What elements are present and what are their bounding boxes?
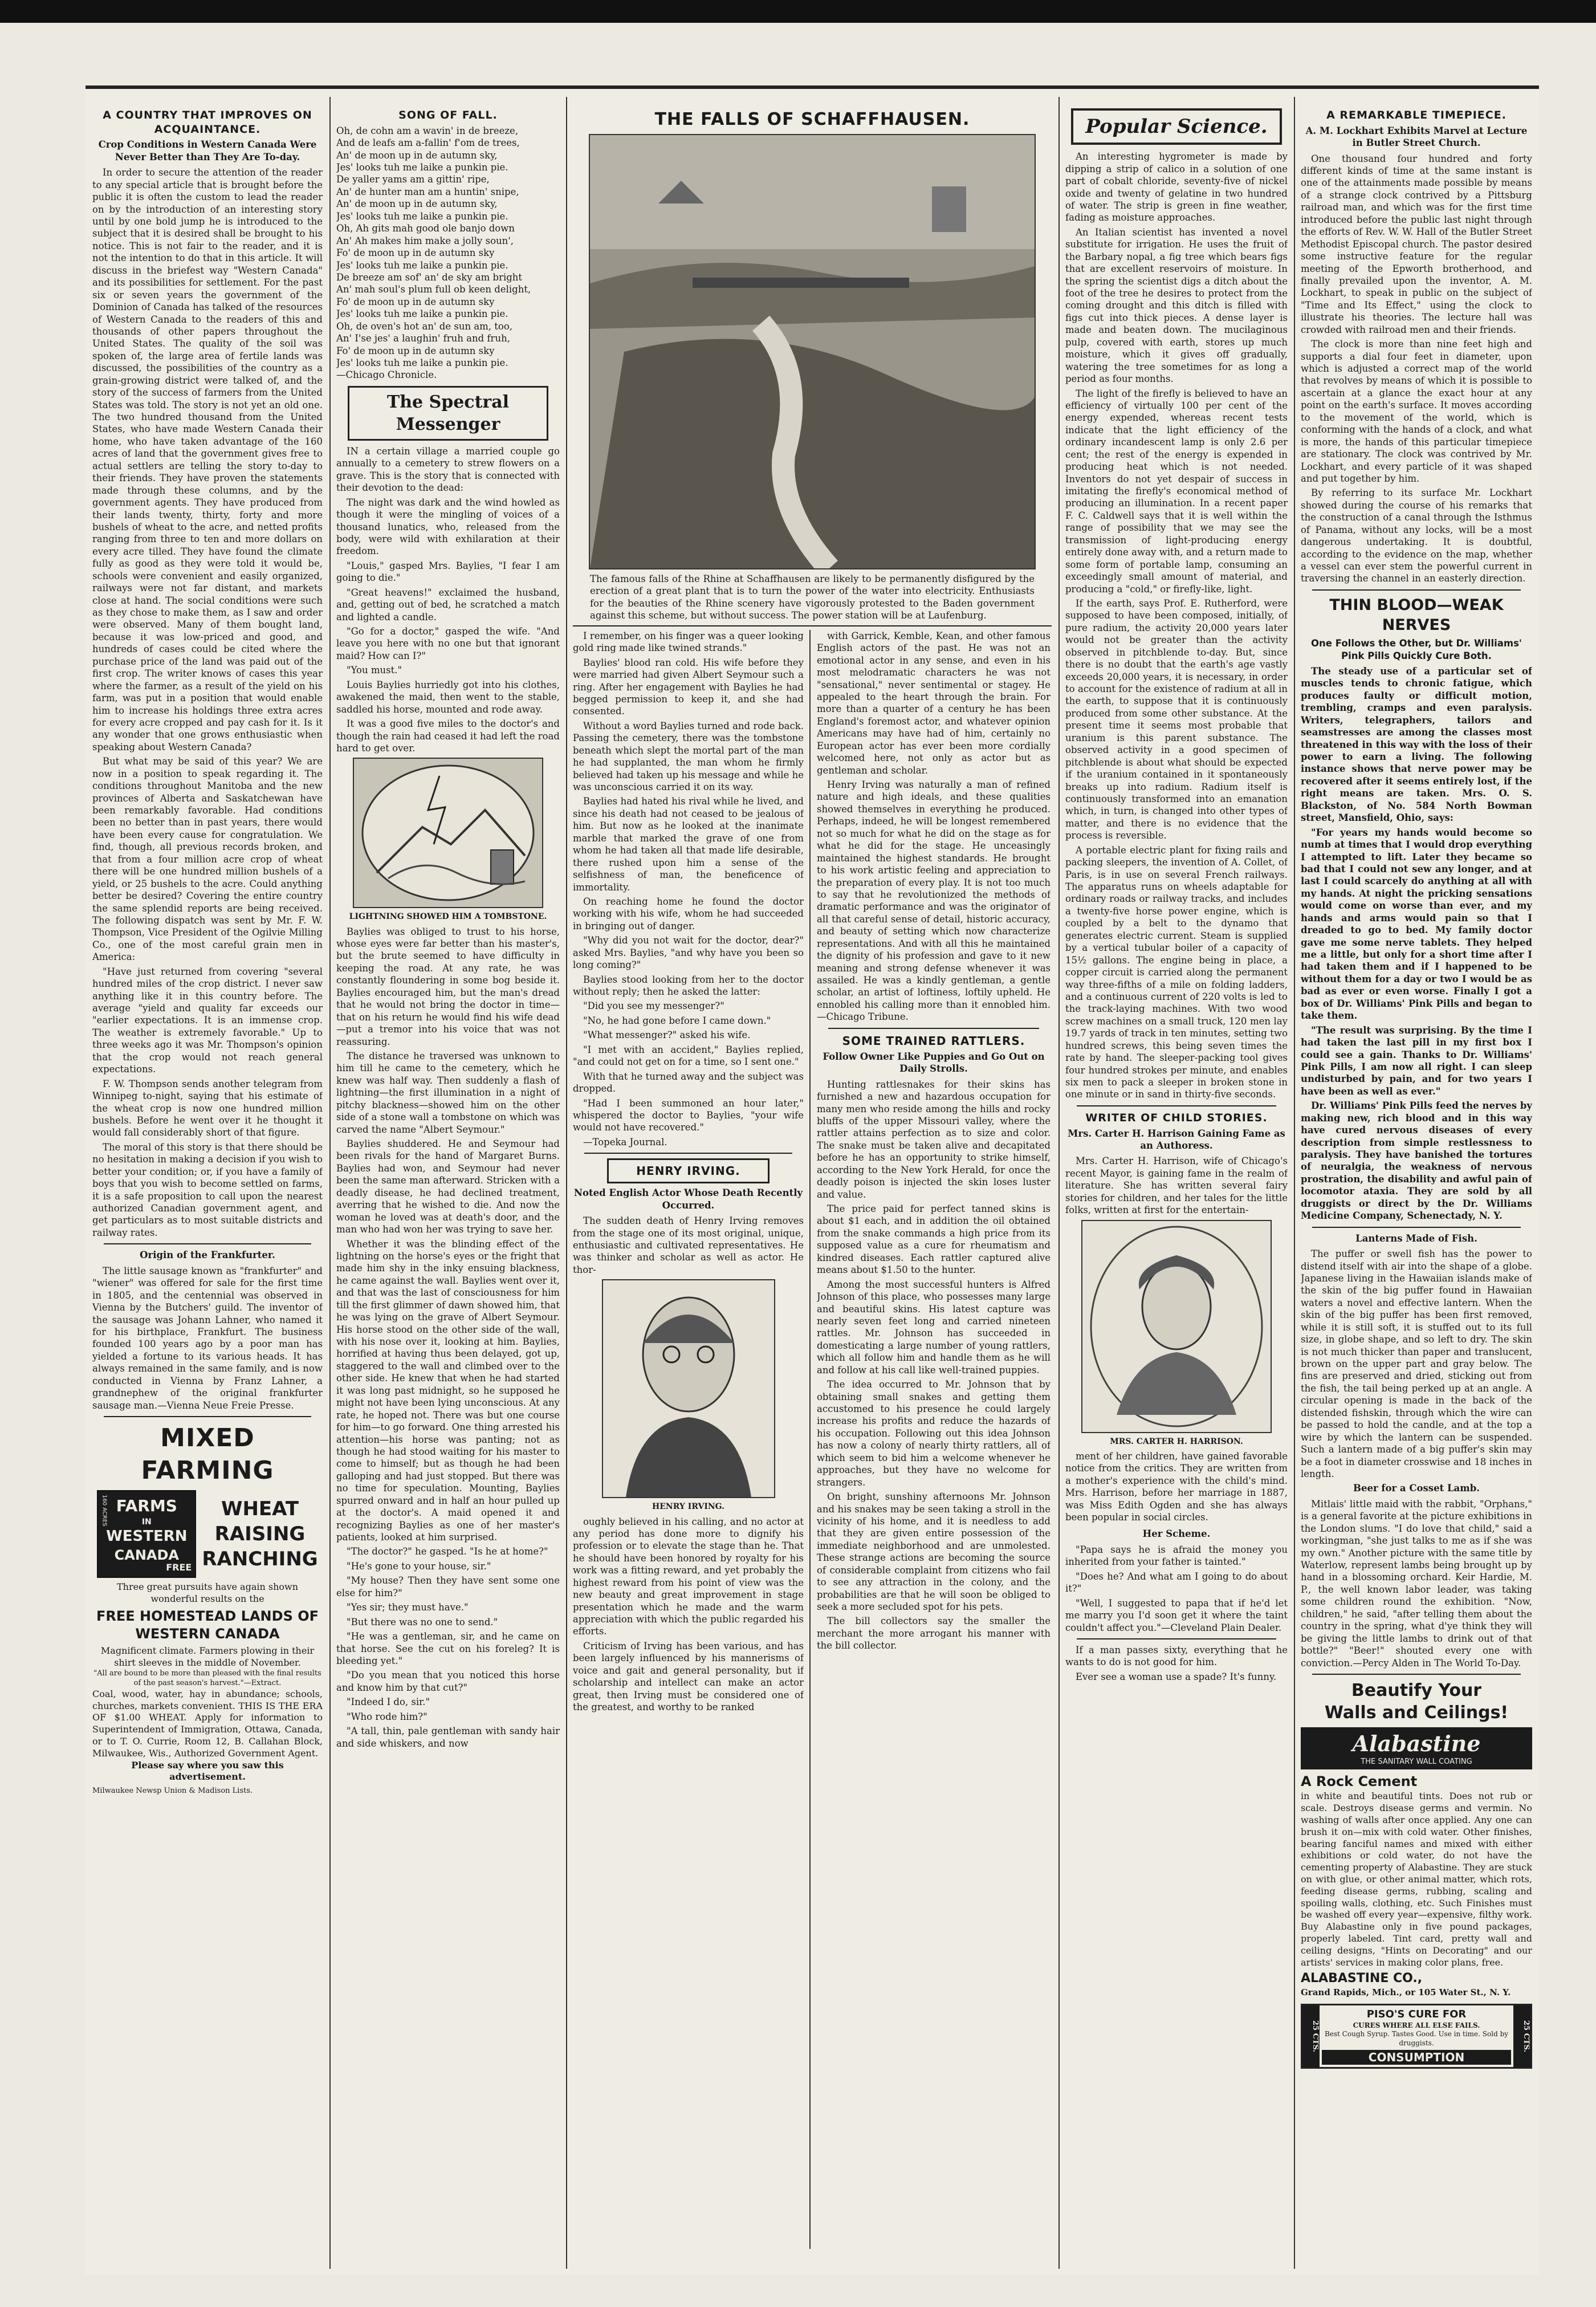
article-paragraph: "Who rode him?" <box>347 1711 427 1722</box>
article-paragraph: Baylies had hated his rival while he lived, and since his death had not ceased to be jealous of him. But now as he looked at the inanimate marble that marked the grave of one from whom he had taken all that made life desirable, there rushed upon him a sense of the selfishness of man, the beneficence of immortality. <box>573 796 804 893</box>
verse-line: De breeze am sof' an' de sky am bright <box>336 271 523 283</box>
article-paragraph: "Papa says he is afraid the money you inherited from your father is tainted." <box>1065 1544 1288 1568</box>
article-paragraph: Among the most successful hunters is Alfred Johnson of this place, who possesses many large and beautiful skins. His latest capture was nearly seven feet long and carried nineteen rattles. Mr. Johnson has succeeded in domesticating a large number of young rattlers, which all follow him and handle them as he will and follow at his call like well-trained puppies. <box>817 1279 1051 1376</box>
harrison-portrait-drawing <box>1082 1221 1271 1432</box>
verse-line: And de leafs am a-fallin' f'om de trees, <box>336 137 520 149</box>
article-paragraph: Ever see a woman use a spade? It's funny. <box>1076 1671 1277 1682</box>
falls-caption: The famous falls of the Rhine at Schaffhausen are likely to be permanently disfigured by the erection of a great plant that is to turn the power of the water into electricity. Enthusiasts for the beauties of the Rhine scenery have vigorously protested to the Baden government against this scheme, but without success. The power station will be at Laufenburg. <box>590 573 1035 621</box>
emblem-western: WESTERN <box>106 1527 188 1545</box>
article-paragraph: A portable electric plant for fixing rails and packing sleepers, the invention of A. Collet, of Paris, is in use on several French railways. The apparatus runs on wheels adaptable for ordinary roads or railway tracks, and includes a twenty-five horse power engine, which is coupled by a belt to the dynamo that generates electric current. Steam is supplied by a vertical tubular boiler of a capacity of 15½ gallons. The engine being in place, a copper circuit is carried along the permanent way three-fifths of a mile on folding ladders, and a continuous current of 220 volts is led to the track-laying machines. With two wood screw machines on a small truck, 120 men lay 19.7 yards of track in ten minutes, setting two hundred screws, this being seven times the rate by hand. The sleeper-packing tool gives four hundred strokes per minute, and enables six men to pack a sleeper in broken stone in one minute or in sand in thirty-five seconds. <box>1065 844 1288 1100</box>
article-paragraph: "He was a gentleman, sir, and he came on that horse. See the cut on his foreleg? It is bleeding yet." <box>336 1631 560 1666</box>
article-paragraph: "I met with an accident," Baylies replied, "and could not get on for a time, so I sent one." <box>573 1044 804 1068</box>
verse-line: An' de hunter man am a huntin' snipe, <box>336 186 519 197</box>
article-paragraph: "Yes sir; they must have." <box>347 1602 469 1613</box>
article-paragraph: The light of the firefly is believed to have an efficiency of virtually 100 per cent of the energy expended, whereas recent tests indicate that the light efficiency of the ordinary incandescent lamp is only 2.6 per cent; the rest of the energy is expended in producing heat which is not needed. Inventors do not yet despair of success in imitating the firefly's economical method of producing an illumination. In a recent paper F. C. Caldwell says that it is well within the range of possibility that we may see the transmission of light-producing energy entirely done away with, and a return made to some form of portable lamp, consuming an exceedingly small amount of material, and producing a "cold," or firefly-like, light. <box>1065 388 1288 595</box>
article-paragraph: The price paid for perfect tanned skins is about $1 each, and in addition the oil obtained from the snake commands a high price from its supposed value as a cure for rheumatism and kindred diseases. Each rattler captured alive means about $1.50 to the hunter. <box>817 1203 1051 1276</box>
harrison-portrait <box>1081 1220 1272 1433</box>
emblem-free: FREE <box>166 1561 192 1573</box>
article-paragraph: In order to secure the attention of the reader to any special article that is brought before the public it is often the custom to lead the reader on by the introduction of an interesting story until by one bold jump he is introduced to the subject that it is desired shall be brought to his notice. This is not fair to the reader, and it is not the intention to do that in this article. It will discuss in the briefest way "Western Canada" and its possibilities for settlement. For the past six or seven years the government of the Dominion of Canada has talked of the resources of Western Canada to the readers of this and thousands of other papers throughout the United States. The quality of the soil was spoken of, the large area of fertile lands was discussed, the possibilities of the country as a grain-growing district were talked of, and the story of the success of farmers from the United States was told. The story is not yet an old one. The two hundred thousand from the United States, who have made Western Canada their home, who have taken advantage of the 160 acres of land that the government gives free to actual settlers are telling the story to-day to their friends. They have proven the statements made through these columns, and by the government agents. They have produced from their lands twenty, thirty, forty and more bushels of wheat to the acre, and netted profits ranging from three to ten and more dollars on every acre tilled. They have found the climate fully as good as they were told it would be, schools were convenient and easily organized, railways were not far distant, and markets close at hand. The social conditions were such as they chose to make them, as I saw and order were observed. Many of them bought land, because it was low-priced and good, and hundreds of cases could be cited where the purchase price of the land was paid out of the first crop. The writer knows of cases this year where the farmer, as a result of the yield on his farm, was put in a position that would enable him to increase his holdings three extra acres for every acre cropped and pay cash for it. Is it any wonder that one grows enthusiastic when speaking about Western Canada? <box>92 167 323 752</box>
irving-caption: HENRY IRVING. <box>652 1502 724 1512</box>
article-paragraph: "Did you see my messenger?" <box>583 1000 724 1012</box>
divider <box>104 1416 311 1417</box>
verse-line: Oh, de cohn am a wavin' in de breeze, <box>336 125 519 136</box>
article-paragraph: Without a word Baylies turned and rode back. Passing the cemetery, there was the tombstone beneath which slept the mortal part of the man he had supplanted, the man whom he firmly believed had taken up his message and while he was unconscious carried it on its way. <box>573 720 804 792</box>
song-title: SONG OF FALL. <box>398 109 498 121</box>
verse-line: Fo' de moon up in de autumn sky <box>336 247 495 259</box>
article-paragraph: "A tall, thin, pale gentleman with sandy hair and side whiskers, and now <box>336 1726 560 1749</box>
article-paragraph: The distance he traversed was unknown to him till he came to the cemetery, which he knew was half way. Then suddenly a flash of lightning—the first illumination in a night of pitchy blackness—showed him on the other side of a stone wall a tombstone on which was carved the name "Albert Seymour." <box>336 1050 560 1135</box>
alabastine-head1: Beautify Your <box>1351 1680 1482 1700</box>
article-paragraph: Dr. Williams' Pink Pills feed the nerves by making new, rich blood and in this way have cured nervous diseases of every description from simple restlessness to paralysis. They have banished the tortures of neuralgia, the weakness of nervous prostration, the disability and awful pain of locomotor ataxia. They are sold by all druggists or direct by the Dr. Williams Medicine Company, Schenectady, N. Y. <box>1301 1100 1532 1222</box>
canada-subhead: Crop Conditions in Western Canada Were Never Better than They Are To-day. <box>98 139 317 162</box>
popular-science-title: Popular Science. <box>1085 115 1268 138</box>
spectral-title: The Spectral Messenger <box>386 392 510 434</box>
article-paragraph: "Indeed I do, sir." <box>347 1696 430 1708</box>
alabastine-rock: A Rock Cement <box>1301 1773 1418 1790</box>
article-paragraph: The little sausage known as "frankfurter" and "wiener" was offered for sale for the first time in 1805, and the centennial was observed in Vienna by the Butchers' guild. The inventor of the sausage was Johann Lahner, who named it for his birthplace, Frankfurt. The business founded 100 years ago by a poor man has yielded a fortune to its various heads. It has always remained in the same family, and is now conducted in Vienna by Franz Lahner, a grandnephew of the original frankfurter sausage man.—Vienna Neue Freie Presse. <box>92 1265 323 1411</box>
spectral-title-box <box>348 386 548 441</box>
ad-line: Please say where you saw this advertisement. <box>131 1759 284 1783</box>
masthead-rule <box>85 86 1539 89</box>
verse-line: Jes' looks tuh me laike a punkin pie. <box>336 210 508 222</box>
horse-rider-illustration <box>354 759 542 907</box>
song-verse <box>336 125 560 381</box>
article-paragraph: "Had I been summoned an hour later," whispered the doctor to Baylies, "your wife would not have recovered." <box>573 1097 804 1133</box>
irving-subhead: Noted English Actor Whose Death Recently Occurred. <box>573 1187 803 1211</box>
piso-line1: PISO'S CURE FOR <box>1366 2008 1467 2021</box>
verse-line: Oh, de oven's hot an' de sun am, too, <box>336 320 513 332</box>
emblem-acres: 160 ACRES <box>101 1495 108 1527</box>
rattlers-title: SOME TRAINED RATTLERS. <box>842 1034 1025 1048</box>
article-paragraph: F. W. Thompson sends another telegram from Winnipeg to-night, saying that his estimate of the wheat crop is now one hundred million bushels. Before he went over it he thought it would fall considerably short of that figure. <box>92 1078 323 1138</box>
article-paragraph: Baylies stood looking from her to the doctor without reply; then he asked the latter: <box>573 974 804 997</box>
divider <box>1077 1105 1276 1106</box>
verse-line: De yaller yams am a gittin' ripe, <box>336 174 490 185</box>
irving-portrait-drawing <box>603 1280 774 1497</box>
divider <box>573 625 1052 626</box>
article-paragraph: Whether it was the blinding effect of the lightning on the horse's eyes or the fright that made him shy in the inky ensuing blackness, he came against the wall. Baylies went over it, and that was the last of consciousness for him till the first glimmer of dawn showed him, that he was lying on the grave of Albert Seymour. His horse stood on the other side of the wall, with his nose over it, looking at him. Baylies, horrified at having thus been delayed, got up, staggered to the wall and climbed over to the other side. He knew that when he had started it was long past midnight, so he supposed he might not have been lying unconscious. At any rate, he hoped not. There was but one course for him—to go forward. One thing arrested his attention—his horse was panting; not as though he had stood waiting for his master to come to himself; but as though he had been galloping and had just stopped. But there was no time for speculation. Mounting, Baylies spurred onward and in half an hour pulled up at the doctor's. A maid opened it and recognizing Baylies as one of her master's patients, looked at him surprised. <box>336 1238 560 1543</box>
falls-photo <box>589 134 1036 569</box>
article-paragraph: "Do you mean that you noticed this horse and know him by that cut?" <box>336 1670 560 1693</box>
piso-line4: CONSUMPTION <box>1322 2050 1511 2065</box>
verse-line: Fo' de moon up in de autumn sky <box>336 296 495 307</box>
column-1 <box>92 106 323 2263</box>
article-paragraph: "He's gone to your house, sir." <box>347 1560 491 1572</box>
article-paragraph: With that he turned away and the subject was dropped. <box>573 1071 804 1094</box>
ad-footer: Milwaukee Newsp Union & Madison Lists. <box>92 1787 253 1796</box>
ad-ranching: RANCHING <box>202 1548 318 1571</box>
irving-title: HENRY IRVING. <box>636 1164 740 1178</box>
verse-line: Jes' looks tuh me laike a punkin pie. <box>336 308 508 320</box>
verse-line: An' mah soul's plum full ob keen delight, <box>336 284 531 295</box>
alabastine-brand: Alabastine <box>1352 1730 1481 1756</box>
timepiece-subhead: A. M. Lockhart Exhibits Marvel at Lecture in Butler Street Church. <box>1305 125 1528 149</box>
article-paragraph: with Garrick, Kemble, Kean, and other famous English actors of the past. He was not an emotional actor in any sense, and even in his most melodramatic characters he was not "sensational," never sentimental or stagey. He appealed to the heart through the brain. For more than a quarter of a century he has been England's foremost actor, and whatever opinion Americans may have had of him, certainly no European actor has ever been more cordially welcomed here, not only as actor but as gentleman and scholar. <box>817 630 1051 776</box>
article-paragraph: Baylies' blood ran cold. His wife before they were married had given Albert Seymour such a ring. After her engagement with Baylies he had begged permission to keep it, and she had consented. <box>573 657 804 717</box>
page-top-band <box>0 0 1596 23</box>
alabastine-ad <box>1301 1679 1532 1999</box>
writer-subhead: Mrs. Carter H. Harrison Gaining Fame as an Authoress. <box>1068 1128 1285 1151</box>
verse-line: Fo' de moon up in de autumn sky <box>336 345 495 356</box>
canada-headline: A COUNTRY THAT IMPROVES ON ACQUAINTANCE. <box>103 109 312 136</box>
article-paragraph: Baylies was obliged to trust to his horse, whose eyes were far better than his master's, but the brute seemed to have difficulty in keeping the road. At any rate, he was constantly floundering in some bog beside it. Baylies encouraged him, but the man's dread that he would not bring the doctor in time—that on his return he would find his wife dead—put a tremor into his voice that was not reassuring. <box>336 926 560 1047</box>
article-paragraph: On bright, sunshiny afternoons Mr. Johnson and his snakes may be seen taking a stroll in the vicinity of his home, and it is needless to add that they are given entire possession of the immediate neighborhood and are unmolested. These strange actions are becoming the source of considerable complaint from citizens who fail to see any attraction in the colony, and the probabilities are that he will soon be obliged to seek a more secluded spot for his pets. <box>817 1491 1051 1612</box>
verse-line: An' Ah makes him make a jolly soun', <box>336 235 514 246</box>
article-paragraph: The night was dark and the wind howled as though it were the mingling of voices of a thousand lunatics, who, released from the body, were wild with exhilaration at their freedom. <box>336 497 560 557</box>
farms-canada-emblem <box>97 1490 196 1578</box>
piso-line2: CURES WHERE ALL ELSE FAILS. <box>1353 2021 1480 2029</box>
center-left-subcolumn <box>573 630 804 2249</box>
article-paragraph: "Go for a doctor," gasped the wife. "And leave you here with no one but that ignorant maid? How can I?" <box>336 626 560 661</box>
article-paragraph: An interesting hygrometer is made by dipping a strip of calico in a solution of one part of cobalt chloride, seventy-five of nickel oxide and twenty of gelatine in two hundred of water. The strip is green in fine weather, fading as moisture approaches. <box>1065 151 1288 223</box>
article-paragraph: The steady use of a particular set of muscles tends to chronic fatigue, which produces faulty or difficult motion, trembling, cramps and even paralysis. Writers, telegraphers, tailors and seamstresses are among the classes most threatened in this way with the loss of their power to earn a living. The following instance shows that nerve power may be recovered after it seems entirely lost, if the right means are taken. Mrs. O. S. Blackston, of No. 584 North Bowman street, Mansfield, Ohio, says: <box>1301 665 1532 824</box>
alabastine-text: in white and beautiful tints. Does not rub or scale. Destroys disease germs and vermin. No washing of walls after once applied. Any one can brush it on—mix with cold water. Other finishes, bearing fanciful names and mixed with either exhibitions or cold water, do not have the cementing property of Alabastine. They are stuck on with glue, or other animal matter, which rots, feeding disease germs, rubbing, scaling and spoiling walls, clothing, etc. Such Finishes must be washed off every year—expensive, filthy work. Buy Alabastine only in five pound packages, properly labeled. Tint card, pretty wall and ceiling designs, "Hints on Decorating" and our artists' services in making color plans, free. <box>1301 1791 1532 1968</box>
scheme-title: Her Scheme. <box>1142 1528 1211 1540</box>
article-paragraph: On reaching home he found the doctor working with his wife, whom he had succeeded in bringing out of danger. <box>573 896 804 931</box>
alabastine-head2: Walls and Ceilings! <box>1324 1702 1509 1723</box>
illustration-caption: LIGHTNING SHOWED HIM A TOMBSTONE. <box>349 912 547 922</box>
verse-line: Jes' looks tuh me laike a punkin pie. <box>336 357 508 368</box>
verse-line: Jes' looks tuh me laike a punkin pie. <box>336 259 508 271</box>
column-3 <box>573 106 1052 2263</box>
timepiece-title: A REMARKABLE TIMEPIECE. <box>1326 109 1507 121</box>
piso-body <box>1320 2005 1513 2066</box>
article-paragraph: "Have just returned from covering "several hundred miles of the crop district. I never saw anything like it in this country before. The average "yield and quality far exceeds our "earlier expectations. It is an immense crop. The weather is extremely favorable." Up to three weeks ago it was Mr. Thompson's opinion that the crop would not reach general expectations. <box>92 966 323 1075</box>
article-paragraph: "Why did you not wait for the doctor, dear?" asked Mrs. Baylies, "and why have you been so long coming?" <box>573 935 804 971</box>
article-paragraph: "Great heavens!" exclaimed the husband, and, getting out of bed, he scratched a match and lighted a candle. <box>336 587 560 622</box>
ad-raising: RAISING <box>214 1523 306 1546</box>
column-rule <box>1058 97 1060 2269</box>
ad-homestead: FREE HOMESTEAD LANDS OF WESTERN CANADA <box>96 1608 319 1642</box>
blood-title: THIN BLOOD—WEAK NERVES <box>1329 596 1504 634</box>
piso-side-right: 25 CTS. <box>1513 2005 1530 2066</box>
writer-title: WRITER OF CHILD STORIES. <box>1085 1111 1268 1124</box>
divider <box>1312 1227 1521 1228</box>
article-paragraph: I remember, on his finger was a queer looking gold ring made like twined strands." <box>573 630 804 654</box>
article-paragraph: If a man passes sixty, everything that he wants to do is not good for him. <box>1065 1644 1288 1668</box>
article-paragraph: The sudden death of Henry Irving removes from the stage one of its most original, unique, enthusiastic and cultivated representatives. He was thinker and scholar as well as actor. He thor- <box>573 1215 804 1275</box>
alabastine-address: Grand Rapids, Mich., or 105 Water St., N. Y. <box>1301 1987 1511 1997</box>
article-paragraph: "What messenger?" asked his wife. <box>583 1030 751 1041</box>
center-subcolumns <box>573 630 1052 2249</box>
article-paragraph: "My house? Then they have sent some one else for him?" <box>336 1575 560 1598</box>
column-rule <box>566 97 567 2269</box>
popular-science-box <box>1071 108 1282 145</box>
article-paragraph: Mrs. Carter H. Harrison, wife of Chicago's recent Mayor, is gaining fame in the realm of literature. She has written several fairy stories for children, and her tales for the little folks, written at first for the entertain- <box>1065 1155 1288 1216</box>
article-paragraph: "But there was no one to send." <box>347 1616 498 1627</box>
article-paragraph: —Topeka Journal. <box>583 1136 667 1148</box>
divider <box>104 1243 311 1244</box>
article-paragraph: The clock is more than nine feet high and supports a dial four feet in diameter, upon which is adjusted a correct map of the world that revolves by means of which it is possible to ascertain at a glance the exact hour at any point on the earth's surface. It moves according to the movement of the world, which is conforming with the hands of a clock, and what is more, the hands of this particular timepiece are stationary. The clock was contrived by Mr. Lockhart, and every particle of it was shaped and put together by him. <box>1301 339 1532 484</box>
article-paragraph: IN a certain village a married couple go annually to a cemetery to strew flowers on a grave. This is the story that is connected with their devotion to the dead: <box>336 445 560 494</box>
column-rule <box>809 630 811 2249</box>
lightning-illustration <box>353 758 543 908</box>
piso-ad <box>1301 2004 1532 2068</box>
article-paragraph: "The doctor?" he gasped. "Is he at home?" <box>347 1546 548 1557</box>
alabastine-company: ALABASTINE CO., <box>1301 1971 1423 1986</box>
ad-line: Three great pursuits have again shown wonderful results on the <box>116 1581 299 1605</box>
beer-title: Beer for a Cosset Lamb. <box>1353 1483 1480 1494</box>
article-paragraph: "For years my hands would become so numb at times that I would drop everything I attempted to lift. Later they became so bad that I could not sew any longer, and at last I could scarcely do anything at all with my hands. At night the pricking sensations would come on worse than ever, and my hands and arms would pain so that I dreaded to go to bed. My family doctor gave me some nerve tablets. They helped me a little, but only for a short time after I had taken them and if I happened to be without them for a day or two I would be as bad as ever or even worse. Finally I got a box of Dr. Williams' Pink Pills and began to take them. <box>1301 827 1532 1022</box>
article-paragraph: One thousand four hundred and forty different kinds of time at the same instant is one of the attainments made possible by means of a strange clock contrived by a Pittsburg railroad man, and which was for the first time introduced before the public last night through the efforts of Rev. W. W. Hall of the Butler Street Methodist Episcopal church. The pastor desired some instructive feature for the regular meeting of the Epworth brotherhood, and finally prevailed upon the inventor, A. M. Lockhart, to speak in public on the subject of "Time and Its Effect," using the clock to illustrate his theories. The lecture hall was crowded with railroad men and their friends. <box>1301 153 1532 335</box>
article-paragraph: "The result was surprising. By the time I had taken the last pill in my first box I could see a gain. Thanks to Dr. Williams' Pink Pills, I am now all right. I can sleep undisturbed by pain, and for two years I have been as well as ever." <box>1301 1024 1532 1097</box>
article-paragraph: "Does he? And what am I going to do about it?" <box>1065 1570 1288 1594</box>
center-right-subcolumn <box>817 630 1051 2249</box>
article-paragraph: It was a good five miles to the doctor's and though the rain had ceased it had left the road hard to get over. <box>336 718 560 754</box>
alabastine-banner <box>1301 1727 1532 1769</box>
ad-line: Magnificent climate. Farmers plowing in their shirt sleeves in the middle of November. <box>100 1645 315 1669</box>
article-paragraph: The puffer or swell fish has the power to distend itself with air into the shape of a globe. Japanese living in the Hawaiian islands make of the skin of the big puffer found in Hawaiian waters a novel and effective lantern. When the skin of the big puffer has been first removed, while it is still soft, it is stuffed out to its full size, in globe shape, and so left to dry. The skin is not much thicker than paper and translucent, brown on the upper part and gray below. The fins are preserved and dried, sticking out from the fish, the tail being perked up at an angle. A circular opening is made in the back of the distended fishskin, through which the wire can be passed to hold the candle, and at the top a wire by which the lantern can be suspended. Such a lantern made of a big puffer's skin may be a foot in diameter crosswise and 18 inches in length. <box>1301 1248 1532 1479</box>
piso-line3: Best Cough Syrup. Tastes Good. Use in time. Sold by druggists. <box>1324 2030 1509 2048</box>
article-paragraph: The moral of this story is that there should be no hesitation in making a decision if you wish to better your condition; or, if you have a family of boys that you wish to become settled on farms, it is a safe proposition to call upon the nearest authorized Canadian government agent, and get particulars as to most suitable districts and railway rates. <box>92 1141 323 1238</box>
article-paragraph: By referring to its surface Mr. Lockhart showed during the course of his remarks that the construction of a canal through the Isthmus of Panama, without any locks, will be a most dangerous undertaking. It is doubtful, according to the evidence on the map, whether a vessel can ever stem the powerful current in traversing the channel in an easterly direction. <box>1301 487 1532 584</box>
article-paragraph: Baylies shuddered. He and Seymour had been rivals for the hand of Margaret Burns. Baylies had won, and Seymour had never been the same man afterward. Stricken with a deadly disease, he had declined treatment, averring that he wished to die. And now the woman he loved was at death's door, and the man who had won her was trying to save her. <box>336 1138 560 1235</box>
article-paragraph: Mitlais' little maid with the rabbit, "Orphans," is a general favorite at the picture exhibitions in the London slums. "I do love that child," said a workingman, "she just talks to me as if she was my own." Another picture with the same title by Waterlow, represent lambs being brought up by hand in a blossoming orchard. Keir Hardie, M. P., the well known labor leader, was taking some children round the exhibition. "Now, children," he said, "after telling them about the country in the spring, what d'ye think they will be giving the little lambs to drink out of that bottle?" "Beer!" shouted every one with conviction.—Percy Alden in The World To-Day. <box>1301 1498 1532 1669</box>
article-paragraph: Henry Irving was naturally a man of refined nature and high ideals, and these qualities showed themselves in everything he produced. Perhaps, indeed, he will be longest remembered not so much for what he did on the stage as for what he did for the stage. He unceasingly maintained the highest standards. He brought to his work artistic feeling and appreciation to the preparation of every play. It is not too much to say that he revolutionized the methods of dramatic performance and was the originator of all that careful sense of detail, historic accuracy, and beauty of setting which now characterize representations. And with all this he maintained the dignity of his profession and gave to it new meaning and strong defense whenever it was assailed. He was a kindly gentleman, a gentle scholar, an artist of loftiness, loftily upheld. He ennobled his calling more than it ennobled him.—Chicago Tribune. <box>817 779 1051 1023</box>
divider <box>1312 1674 1521 1675</box>
divider <box>584 1153 792 1154</box>
column-5 <box>1301 106 1532 2263</box>
portrait-caption: MRS. CARTER H. HARRISON. <box>1110 1437 1243 1446</box>
ad-line: "All are bound to be more than pleased with the final results of the past season's harvest."—Extract. <box>93 1669 321 1687</box>
rattlers-subhead: Follow Owner Like Puppies and Go Out on Daily Strolls. <box>823 1051 1045 1075</box>
verse-line: An' de moon up in de autumn sky, <box>336 149 498 161</box>
ad-wheat: WHEAT <box>221 1498 299 1521</box>
article-paragraph: Criticism of Irving has been various, and has been largely influenced by his mannerisms of voice and gait and general personality, but if scholarship and intellect can make an actor great, then Irving must be considered one of the greatest, and worthy to be ranked <box>573 1640 804 1713</box>
column-2 <box>336 106 560 2263</box>
column-rule <box>1294 97 1295 2269</box>
emblem-canada: CANADA <box>114 1547 179 1563</box>
frankfurter-headline: Origin of the Frankfurter. <box>140 1250 275 1261</box>
divider <box>1312 589 1521 591</box>
column-rule <box>329 97 331 2269</box>
article-paragraph: "You must." <box>347 665 402 676</box>
verse-line: An' I'se jes' a laughin' fruh and fruh, <box>336 333 510 344</box>
alabastine-tagline: THE SANITARY WALL COATING <box>1361 1757 1472 1767</box>
article-paragraph: An Italian scientist has invented a novel substitute for irrigation. He uses the fruit of the Barbary nopal, a fig tree which bears figs that are excellent reservoirs of moisture. In the spring the scientist digs a ditch about the foot of the tree he desires to protect from the coming drought and this ditch is filled with figs cut into thick pieces. A dense layer is made and beaten down. The mucilaginous pulp, covered with earth, stores up much moisture, which it gives off gradually, watering the tree sometimes for as long a period as four months. <box>1065 226 1288 385</box>
article-paragraph: If the earth, says Prof. E. Rutherford, were supposed to have been composed, initially, of pure radium, the activity 20,000 years later would not be greater than the activity observed in pitchblende to-day. But, since there is no doubt that the earth's age vastly exceeds 20,000 years, it is necessary, in order to account for the existence of radium at all in the earth, to suppose that it is continuously produced from some other substance. At the present time it seems most probable that uranium is this parent substance. The observed activity in a good specimen of pitchblende is about what should be expected if the uranium contained in it spontaneously breaks up into radium. Radium itself is continuously transformed into an emanation which, in turn, is changed into other types of matter, and there is no evidence that the process is reversible. <box>1065 597 1288 841</box>
article-paragraph: The bill collectors say the smaller the merchant the more arrogant his manner with the bill collector. <box>817 1616 1051 1651</box>
emblem-in: IN <box>141 1517 152 1527</box>
verse-credit: —Chicago Chronicle. <box>336 369 437 381</box>
article-paragraph: "Louis," gasped Mrs. Baylies, "I fear I am going to die." <box>336 560 560 584</box>
piso-side-left: 25 CTS. <box>1302 2005 1320 2066</box>
emblem-farms: FARMS <box>116 1496 177 1516</box>
article-paragraph: Louis Baylies hurriedly got into his clothes, awakened the maid, then went to the stable, saddled his horse, mounted and rode away. <box>336 679 560 715</box>
article-paragraph: "Well, I suggested to papa that if he'd let me marry you I'd soon get it where the taint couldn't affect you."—Cleveland Plain Dealer. <box>1065 1597 1288 1633</box>
verse-line: Oh, Ah gits mah good ole banjo down <box>336 223 515 234</box>
column-4 <box>1065 106 1288 2263</box>
divider <box>1077 1638 1276 1639</box>
irving-title-box <box>607 1158 769 1183</box>
blood-subhead: One Follows the Other, but Dr. Williams' Pink Pills Quickly Cure Both. <box>1311 638 1522 661</box>
verse-line: An' de moon up in de autumn sky, <box>336 198 498 210</box>
falls-landscape-image <box>590 135 1035 568</box>
article-paragraph: Hunting rattlesnakes for their skins has furnished a new and hazardous occupation for many men who reside among the hills and rocky bluffs of the upper Missouri valley, where the rattler attains perfection as to size and color. The snake must be taken alive and decapitated before he has an opportunity to strike himself, according to the New York Herald, for once the deadly poison is injected the skin loses luster and value. <box>817 1079 1051 1200</box>
ad-line: Coal, wood, water, hay in abundance; schools, churches, markets convenient. THIS IS THE ERA OF $1.00 WHEAT. Apply for information to Superintendent of Immigration, Ottawa, Canada, or to T. O. Currie, Room 12, B. Callahan Block, Milwaukee, Wis., Authorized Government Agent. <box>92 1688 323 1759</box>
article-paragraph: The idea occurred to Mr. Johnson that by obtaining small snakes and getting them accustomed to his presence he could largely increase his profits and reduce the hazards of his occupation. Following out this idea Johnson has now a colony of nearly thirty rattlers, all of which seem to bid him a welcome whenever he approaches, but they have no welcome for strangers. <box>817 1379 1051 1488</box>
article-paragraph: But what may be said of this year? We are now in a position to speak regarding it. The conditions throughout Manitoba and the new provinces of Alberta and Saskatchewan have been remarkably favorable. Had conditions been no better than in past years, there would have been every cause for congratulation. We find, though, all previous records broken, and that from a four million acre crop of wheat there will be one hundred million bushels of a yield, or 25 bushels to the acre. Could anything better be desired? Covering the entire country the same splendid reports are being received. The following dispatch was sent by Mr. F. W. Thompson, Vice President of the Ogilvie Milling Co., one of the most careful grain men in America: <box>92 756 323 963</box>
divider <box>828 1028 1039 1029</box>
fish-title: Lanterns Made of Fish. <box>1355 1232 1477 1244</box>
article-paragraph: oughly believed in his calling, and no actor at any period has done more to dignify his profession or to elevate the stage than he. That he should have been honored by royalty for his work was a fitting reward, and yet probably the highest reward from his point of view was the new beauty and great improvement in stage presentation which he made and the warm appreciation with which the public regarded his efforts. <box>573 1516 804 1637</box>
article-paragraph: "No, he had gone before I came down." <box>583 1015 771 1026</box>
newspaper-page <box>85 86 1539 2275</box>
ad-title: MIXED FARMING <box>141 1423 274 1486</box>
falls-title: THE FALLS OF SCHAFFHAUSEN. <box>654 109 970 129</box>
irving-portrait <box>602 1279 775 1498</box>
verse-line: Jes' looks tuh me laike a punkin pie. <box>336 162 508 173</box>
article-paragraph: ment of her children, have gained favorable notice from the critics. They are written from a mother's experience with the child's mind. Mrs. Harrison, before her marriage in 1887, was Miss Edith Ogden and she has always been popular in social circles. <box>1065 1450 1288 1523</box>
mixed-farming-ad <box>92 1422 323 1796</box>
